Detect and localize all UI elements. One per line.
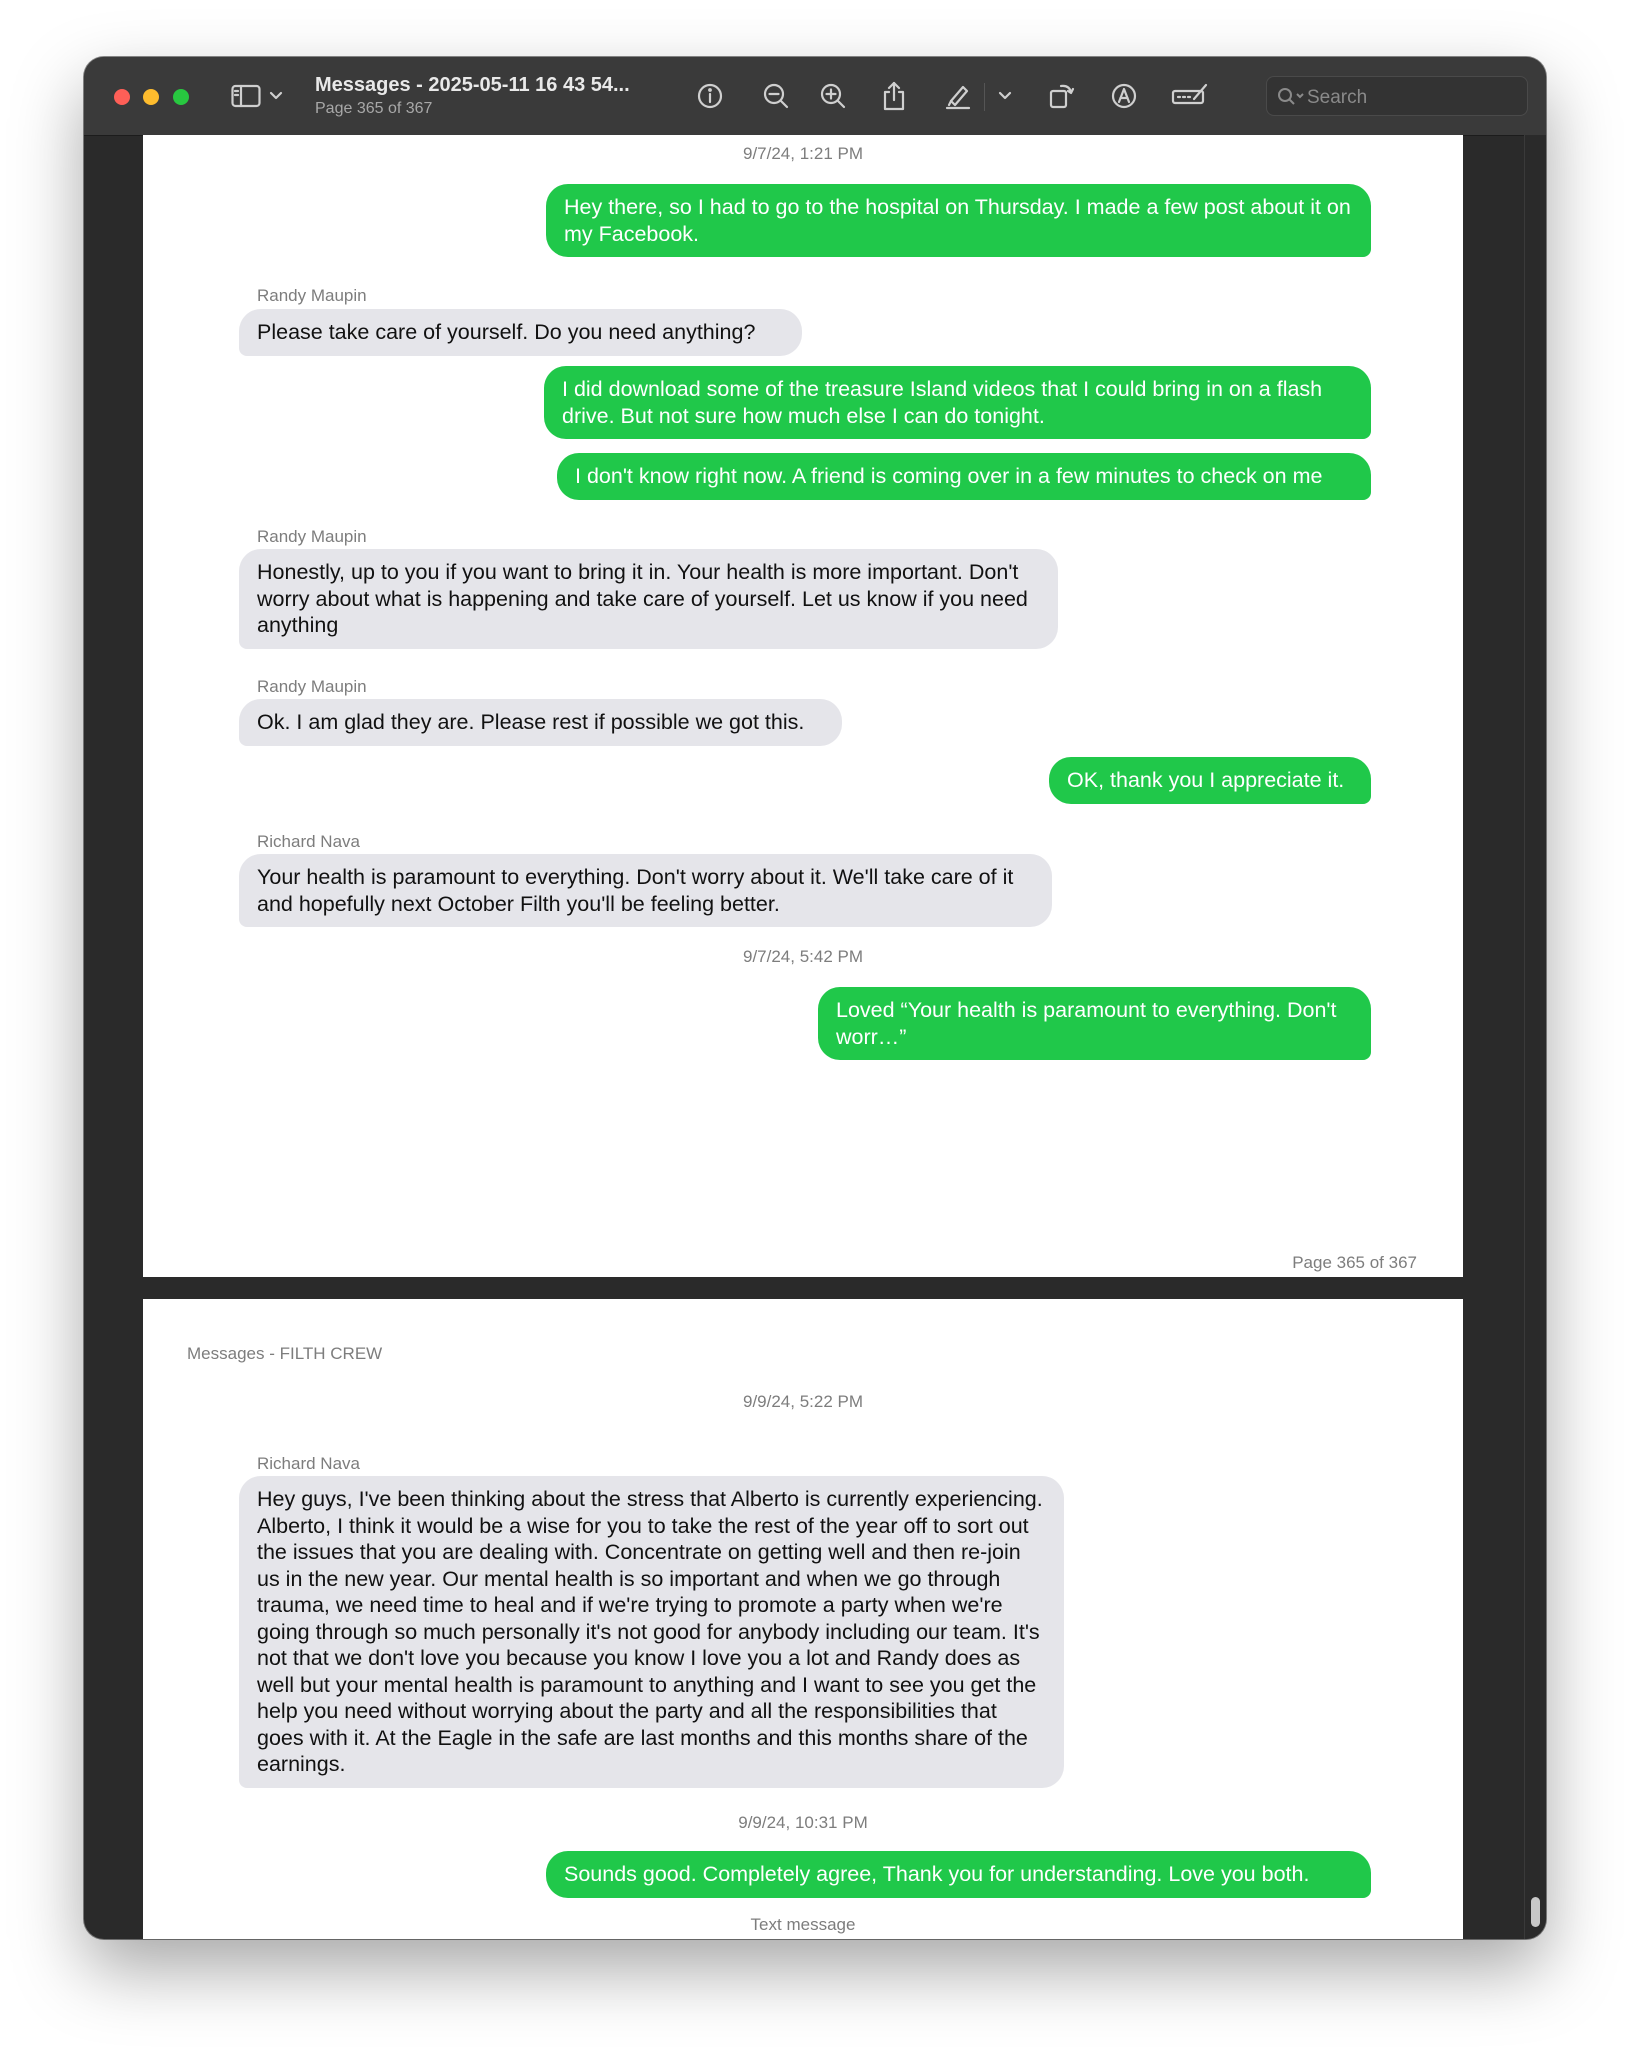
toolbar-divider: [984, 83, 985, 111]
share-button[interactable]: [876, 79, 912, 113]
highlight-button[interactable]: [940, 79, 976, 113]
timestamp: 9/7/24, 5:42 PM: [742, 947, 864, 966]
incoming-message[interactable]: Ok. I am glad they are. Please rest if possible we got this.: [239, 699, 842, 746]
scrollbar-track[interactable]: [1524, 135, 1546, 1939]
zoom-in-icon: [819, 82, 847, 110]
info-button[interactable]: [692, 79, 728, 113]
form-fill-icon: [1170, 81, 1210, 111]
chevron-down-icon: [269, 91, 283, 101]
pdf-page-365: [143, 135, 1463, 1277]
search-icon: [1277, 87, 1305, 107]
rotate-button[interactable]: [1044, 79, 1080, 113]
info-icon: [696, 82, 724, 110]
minimize-window-button[interactable]: [143, 89, 159, 105]
highlight-options-button[interactable]: [994, 79, 1016, 113]
page-indicator: Page 365 of 367: [315, 100, 433, 117]
page-header: Messages - FILTH CREW: [187, 1344, 383, 1363]
zoom-window-button[interactable]: [173, 89, 189, 105]
sender-name: Richard Nava: [257, 1454, 360, 1473]
scrollbar-thumb[interactable]: [1531, 1897, 1540, 1927]
sidebar-toggle-button[interactable]: [227, 79, 287, 113]
incoming-message[interactable]: Honestly, up to you if you want to bring it in. Your health is more important. Don't worry about what is happening and take care of yourself. Let us know if you need anything: [239, 549, 1058, 649]
sender-name: Randy Maupin: [257, 286, 367, 305]
document-title: Messages - 2025-05-11 16 43 54...: [315, 74, 630, 96]
highlighter-icon: [943, 81, 973, 111]
message-type-label: Text message: [750, 1915, 856, 1934]
markup-icon: [1109, 81, 1139, 111]
form-fill-button[interactable]: [1168, 79, 1212, 113]
search-field[interactable]: [1266, 76, 1528, 116]
zoom-out-button[interactable]: [758, 79, 794, 113]
rotate-icon: [1047, 81, 1077, 111]
incoming-message[interactable]: Please take care of yourself. Do you need anything?: [239, 309, 802, 356]
pdf-page-366: [143, 1299, 1463, 1939]
timestamp: 9/7/24, 1:21 PM: [742, 144, 864, 163]
sidebar-icon: [231, 84, 261, 108]
outgoing-message[interactable]: Sounds good. Completely agree, Thank you for understanding. Love you both.: [546, 1851, 1371, 1898]
title-bar: [84, 57, 1546, 136]
outgoing-message[interactable]: I did download some of the treasure Island videos that I could bring in on a flash drive. But not sure how much else I can do tonight.: [544, 366, 1371, 439]
timestamp: 9/9/24, 10:31 PM: [738, 1813, 868, 1832]
sender-name: Randy Maupin: [257, 527, 367, 546]
zoom-out-icon: [762, 82, 790, 110]
sender-name: Randy Maupin: [257, 677, 367, 696]
outgoing-message[interactable]: I don't know right now. A friend is coming over in a few minutes to check on me: [557, 453, 1371, 500]
outgoing-message[interactable]: Loved “Your health is paramount to everything. Don't worr…”: [818, 987, 1371, 1060]
zoom-in-button[interactable]: [815, 79, 851, 113]
search-placeholder: Search: [1307, 87, 1368, 108]
markup-button[interactable]: [1106, 79, 1142, 113]
incoming-message[interactable]: Your health is paramount to everything. Don't worry about it. We'll take care of it and hopefully next October Filth you'll be feeling better.: [239, 854, 1052, 927]
close-window-button[interactable]: [114, 89, 130, 105]
timestamp: 9/9/24, 5:22 PM: [742, 1392, 864, 1411]
outgoing-message[interactable]: Hey there, so I had to go to the hospital on Thursday. I made a few post about it on my Facebook.: [546, 184, 1371, 257]
share-icon: [881, 80, 907, 112]
incoming-message[interactable]: Hey guys, I've been thinking about the stress that Alberto is currently experiencing. Alberto, I think it would be a wise for you to take the rest of the year off to sort out the issues that you are dealing with. Concentrate on getting well and then re-join us in the new year. Our mental health is so important and when we go through trauma, we need time to heal and if we're trying to promote a party when we're going through so much personally it's not good for anybody including our team. It's not that we don't love you because you know I love you a lot and Randy does as well but your mental health is paramount to anything and I want to see you get the help you need without worrying about the party and all the responsibilities that goes with it. At the Eagle in the safe are last months and this months share of the earnings.: [239, 1476, 1064, 1788]
preview-window: [84, 57, 1546, 1939]
chevron-down-icon: [998, 91, 1012, 101]
page-footer: Page 365 of 367: [1292, 1253, 1417, 1272]
outgoing-message[interactable]: OK, thank you I appreciate it.: [1049, 757, 1371, 804]
sender-name: Richard Nava: [257, 832, 360, 851]
